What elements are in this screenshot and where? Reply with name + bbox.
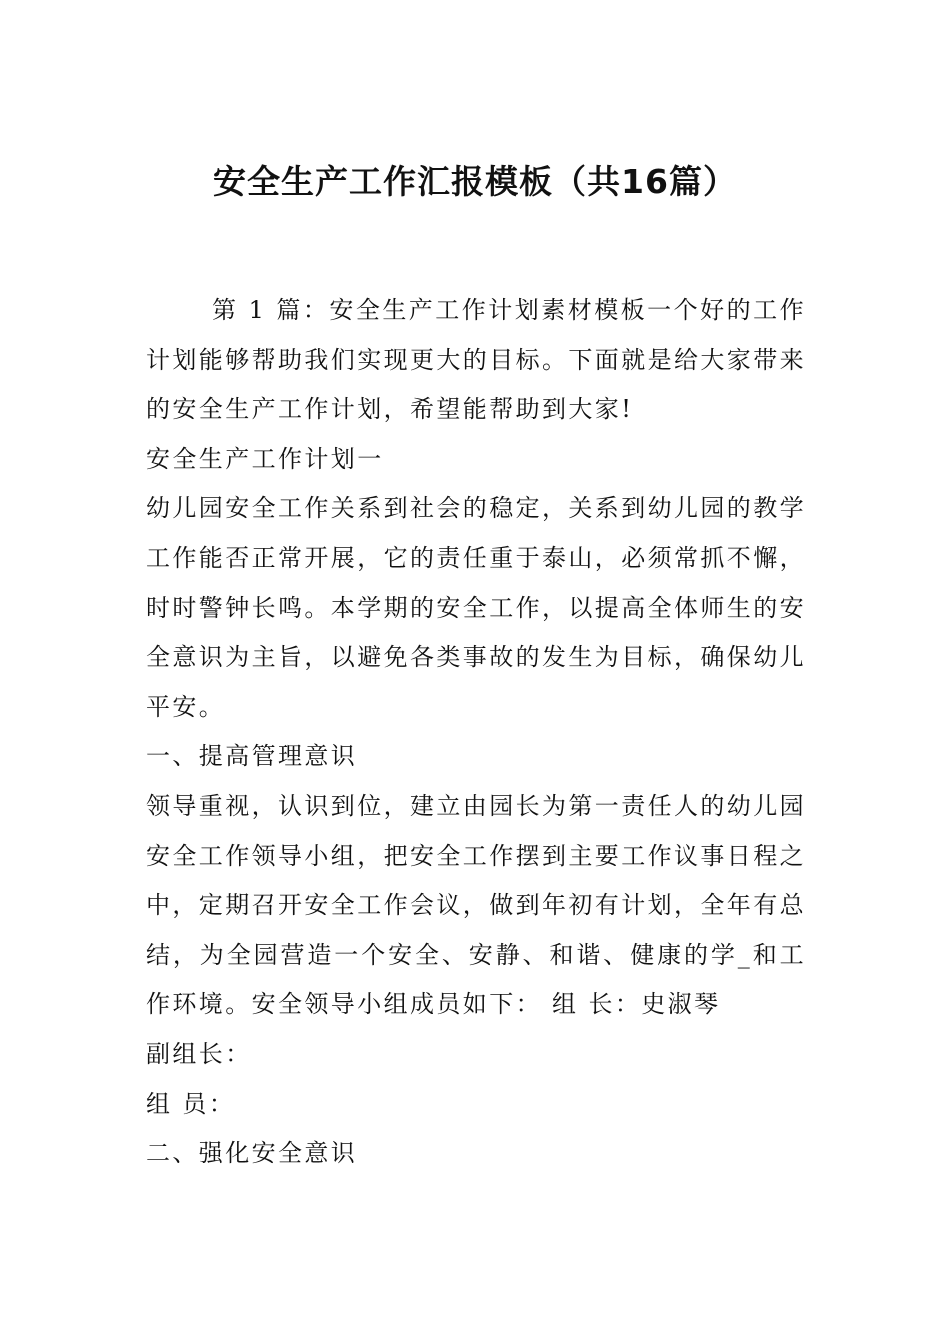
section-heading-plan-one: 安全生产工作计划一 [146,444,384,473]
paragraph-deputy-leader: 副组长： [146,1039,252,1068]
document-title: 安全生产工作汇报模板（共16篇） [213,162,737,201]
paragraph-members: 组 员： [146,1089,236,1118]
section-heading-management: 一、提高管理意识 [146,742,358,771]
document-body [146,286,806,1179]
section-heading-awareness: 二、强化安全意识 [146,1139,358,1168]
paragraph-leadership: 领导重视，认识到位，建立由园长为第一责任人的幼儿园安全工作领导小组，把安全工作摆到主要工作议事日程之中，定期召开安全工作会议，做到年初有计划，全年有总结，为全园营造一个安全、安静、和谐、健康的学_和工作环境。安全领导小组成员如下： 组 长：史淑琴 [146,791,806,1019]
paragraph-intro: 第 1 篇：安全生产工作计划素材模板一个好的工作计划能够帮助我们实现更大的目标。下面就是给大家带来的安全生产工作计划，希望能帮助到大家! [146,296,806,424]
paragraph-overview: 幼儿园安全工作关系到社会的稳定，关系到幼儿园的教学工作能否正常开展，它的责任重于泰山，必须常抓不懈，时时警钟长鸣。本学期的安全工作，以提高全体师生的安全意识为主旨，以避免各类事故的发生为目标，确保幼儿平安。 [146,494,806,721]
